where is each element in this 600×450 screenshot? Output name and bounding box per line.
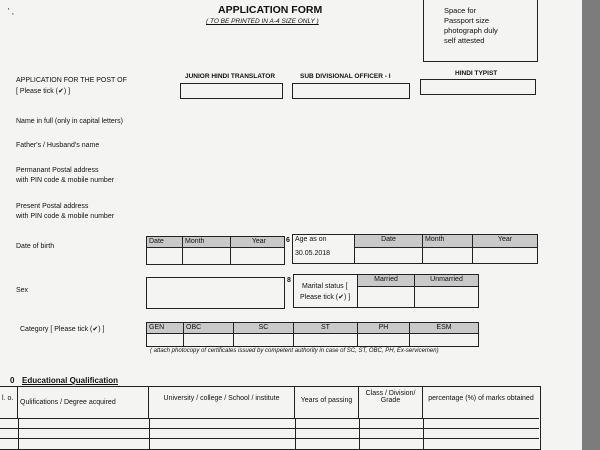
table-row[interactable] [0, 439, 539, 449]
category-obc-checkbox[interactable] [183, 333, 234, 347]
category-header-st: ST [293, 322, 358, 334]
category-note: ( attach photocopy of certificates issued by competent authority in case of SC, ST, OBC, PH, Ex-servicemen) [150, 348, 439, 354]
column-divider [149, 419, 150, 449]
category-header-esm: ESM [409, 322, 479, 334]
post-hindi-typist-checkbox[interactable] [420, 79, 536, 95]
age-label-cell: Age as on 30.05.2018 [293, 235, 355, 263]
education-col-university: University / college / School / institute [149, 387, 295, 419]
marital-header-married: Married [358, 275, 415, 287]
column-divider [423, 419, 424, 449]
age-month-input[interactable] [423, 248, 473, 263]
education-col-percentage: percentage (%) of marks obtained [423, 387, 539, 419]
post-tick-instruction: [ Please tick (✔) ] [16, 88, 71, 95]
permanent-address-label-2: with PIN code & mobile number [16, 177, 115, 184]
permanent-address-label: Permanant Postal address [16, 167, 99, 174]
marital-table [293, 274, 479, 308]
name-label: Name in full (only in capital letters) [16, 118, 123, 125]
category-header-gen: GEN [146, 322, 184, 334]
print-instruction: ( TO BE PRINTED IN A-4 SIZE ONLY ) [206, 18, 319, 25]
education-item-number: 0 [10, 376, 15, 385]
age-table [292, 234, 538, 264]
form-title: APPLICATION FORM [218, 4, 323, 16]
category-st-checkbox[interactable] [293, 333, 358, 347]
age-header-year: Year [473, 235, 537, 248]
category-header-obc: OBC [183, 322, 234, 334]
education-heading: Educational Qualification [22, 376, 119, 385]
present-address-label-2: with PIN code & mobile number [16, 213, 115, 220]
column-divider [18, 419, 19, 449]
post-label: APPLICATION FOR THE POST OF [16, 77, 127, 84]
column-divider [359, 419, 360, 449]
post-junior-hindi-translator-checkbox[interactable] [180, 83, 283, 99]
dob-header-date: Date [146, 236, 183, 248]
father-name-label: Father's / Husband's name [16, 142, 100, 149]
category-esm-checkbox[interactable] [409, 333, 479, 347]
category-gen-checkbox[interactable] [146, 333, 184, 347]
age-year-input[interactable] [473, 248, 537, 263]
education-col-qualification: Qulifications / Degree acquired [18, 387, 149, 419]
dob-month-input[interactable] [182, 247, 231, 265]
education-table [0, 386, 541, 450]
age-header-date: Date [355, 235, 423, 248]
education-col-class: Class / Division/ Grade [359, 387, 423, 419]
age-item-number: 6 [286, 237, 290, 244]
photo-box: Space for Passport size photograph duly self attested [423, 0, 538, 62]
table-row[interactable] [0, 419, 539, 429]
post-option-label: JUNIOR HINDI TRANSLATOR [185, 73, 276, 80]
education-col-serial: l. o. [0, 387, 18, 419]
column-divider [295, 419, 296, 449]
post-option-label: HINDI TYPIST [455, 70, 498, 77]
category-sc-checkbox[interactable] [233, 333, 294, 347]
sex-input[interactable] [146, 277, 285, 309]
dob-header-year: Year [230, 236, 285, 248]
age-header-month: Month [423, 235, 473, 248]
dob-date-input[interactable] [146, 247, 183, 265]
post-sub-divisional-officer-checkbox[interactable] [292, 83, 410, 99]
dob-year-input[interactable] [230, 247, 285, 265]
marital-unmarried-checkbox[interactable] [415, 287, 478, 307]
marital-married-checkbox[interactable] [358, 287, 415, 307]
marital-header-unmarried: Unmarried [415, 275, 478, 287]
sex-label: Sex [16, 287, 29, 294]
post-option-label: SUB DIVISIONAL OFFICER - I [300, 73, 391, 80]
education-col-year: Years of passing [295, 387, 359, 419]
marital-label-cell: Marital status [ Please tick (✔) ] [294, 275, 358, 307]
category-header-ph: PH [357, 322, 410, 334]
marital-item-number: 8 [287, 277, 291, 284]
age-date-input[interactable] [355, 248, 423, 263]
education-rows [0, 419, 539, 449]
table-row[interactable] [0, 429, 539, 439]
dob-header-month: Month [182, 236, 231, 248]
category-ph-checkbox[interactable] [357, 333, 410, 347]
category-header-sc: SC [233, 322, 294, 334]
corner-mark: ' , [8, 7, 14, 16]
dob-label: Date of birth [16, 243, 55, 250]
present-address-label: Present Postal address [16, 203, 89, 210]
category-label: Category [ Please tick (✔) ] [20, 326, 105, 333]
